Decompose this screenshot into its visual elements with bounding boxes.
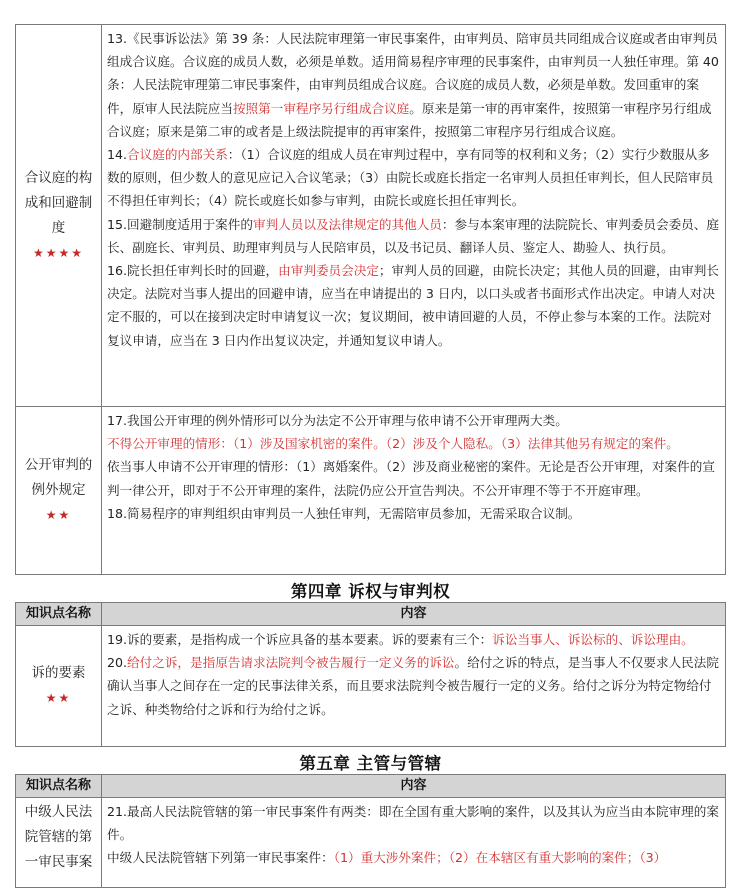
topic-cell: [16, 626, 102, 747]
column-header-content: 内容: [102, 603, 726, 626]
column-header-name: 知识点名称: [16, 603, 102, 626]
text-run: 中级人民法院管辖下列第一审民事案件：: [107, 850, 334, 866]
column-header-content: 内容: [102, 775, 726, 798]
text-run: 。原来是第一审的再审案件，按照第一审程序另行组成合议庭；原来是第二审的或者是上级法院提审的再审案件，按照第二审程序另行组成合议庭。: [107, 100, 712, 139]
content-paragraph: [107, 143, 721, 213]
knowledge-table-chapter5: [15, 774, 726, 888]
highlighted-text: 按照第一审程序另行组成合议庭: [232, 100, 410, 116]
highlighted-text: 诉讼当事人、诉讼标的、诉讼理由。: [492, 632, 694, 647]
text-run: ；审判人员的回避，由院长决定；其他人员的回避，由审判长决定。法院对当事人提出的回避申请，应当在申请提出的 3 日内，以口头或者书面形式作出决定。申请人对决定不服的，可以在接到决定时申请复议一次；复议期间，被申请回避的人员，不停止参与本案的工作。法院对复议申请，应当在 3 日内作出复议决定，并通知复议申请人。: [107, 263, 719, 348]
item-list: [107, 27, 721, 352]
knowledge-table-chapter4: [15, 602, 726, 747]
text-run: 15.回避制度适用于案件的: [107, 216, 253, 232]
highlighted-text: 审判人员以及法律规定的其他人员: [252, 216, 442, 232]
content-paragraph: [107, 432, 721, 455]
text-run: ：参与本案审理的法院院长、审判委员会委员、庭长、副庭长、审判员、助理审判员与人民陪审员，以及书记员、翻译人员、鉴定人、勘验人、执行员。: [107, 216, 719, 255]
highlighted-text: 合议庭的内部关系: [127, 147, 228, 163]
highlighted-text: （1）重大涉外案件；（2）在本辖区有重大影响的案件；（3）: [333, 850, 667, 866]
content-cell: [102, 25, 726, 407]
text-run: 17.我国公开审理的例外情形可以分为法定不公开审理与依申请不公开审理两大类。: [107, 413, 568, 428]
topic-name: 中级人民法院管辖的第一审民事案: [24, 804, 93, 870]
content-paragraph: [107, 651, 721, 721]
highlighted-text: 由审判委员会决定: [278, 263, 379, 279]
topic-name: 合议庭的构成和回避制度: [24, 169, 93, 236]
content-paragraph: [107, 27, 721, 143]
text-run: 21.最高人民法院管辖的第一审民事案件有两类：即在全国有重大影响的案件，以及其认为应当由本院审理的案件。: [107, 804, 719, 843]
item-list: [107, 628, 721, 721]
content-paragraph: [107, 502, 721, 525]
item-list: [107, 800, 721, 870]
text-run: 依当事人申请不公开审理的情形：（1）离婚案件。（2）涉及商业秘密的案件。无论是否公开审理，对案件的宣判一律公开，即对于不公开审理的案件，法院仍应公开宣告判决。不公开审理不等于不开庭审理。: [107, 459, 715, 498]
chapter-title: 第四章 诉权与审判权: [290, 582, 451, 601]
highlighted-text: 给付之诉，是指原告请求法院判令被告履行一定义务的诉讼: [127, 655, 455, 671]
text-run: 16.院长担任审判长时的回避，: [107, 263, 279, 279]
content-paragraph: [107, 213, 721, 259]
highlighted-text: 不得公开审理的情形：（1）涉及国家机密的案件。（2）涉及个人隐私。（3）法律其他另有规定的案件。: [107, 436, 679, 452]
content-paragraph: [107, 259, 721, 352]
content-cell: [102, 798, 726, 888]
text-run: 14.: [107, 147, 128, 163]
topic-cell: [16, 798, 102, 888]
topic-cell: [16, 407, 102, 575]
topic-cell: [16, 25, 102, 407]
topic-name: 诉的要素: [31, 665, 86, 681]
knowledge-table-chapter3: [15, 24, 726, 575]
content-cell: [102, 407, 726, 575]
content-paragraph: [107, 846, 721, 869]
content-paragraph: [107, 455, 721, 501]
table-row: [16, 25, 726, 407]
content-paragraph: [107, 628, 721, 651]
topic-name: 公开审判的例外规定: [24, 457, 93, 498]
table-row: [16, 798, 726, 888]
chapter-title: 第五章 主管与管辖: [299, 754, 442, 773]
table-header-row: [16, 603, 726, 626]
content-paragraph: [107, 800, 721, 846]
table-header-row: [16, 775, 726, 798]
content-paragraph: [107, 409, 721, 432]
text-run: ：（1）合议庭的组成人员在审判过程中，享有同等的权利和义务；（2）实行少数服从多数的原则，但少数人的意见应记入合议笔录；（3）由院长或庭长指定一名审判人员担任审判长，但人民陪审员不得担任审判长；（4）院长或庭长如参与审判，由院长或庭长担任审判长。: [107, 147, 714, 209]
importance-stars: ★★: [45, 691, 72, 705]
text-run: 19.诉的要素，是指构成一个诉应具备的基本要素。诉的要素有三个：: [107, 632, 493, 647]
column-header-name: 知识点名称: [16, 775, 102, 798]
text-run: 。给付之诉的特点，是当事人不仅要求人民法院确认当事人之间存在一定的民事法律关系，而且要求法院判令被告履行一定的义务。给付之诉分为特定物给付之诉、种类物给付之诉和行为给付之诉。: [107, 655, 719, 717]
text-run: 20.: [107, 655, 128, 671]
importance-stars: ★★★★: [32, 245, 85, 260]
text-run: 13.《民事诉讼法》第 39 条：人民法院审理第一审民事案件，由审判员、陪审员共同组成合议庭或者由审判员组成合议庭。合议庭的成员人数，必须是单数。适用简易程序审理的民事案件，由审判员一人独任审理。第 40 条：人民法院审理第二审民事案件，由审判员组成合议庭。合议庭的成员人数，必须是单数。发回重审的案件，原审人民法院应当: [107, 31, 719, 116]
importance-stars: ★★: [45, 508, 72, 522]
content-cell: [102, 626, 726, 747]
item-list: [107, 409, 721, 525]
text-run: 18.简易程序的审判组织由审判员一人独任审判，无需陪审员参加，无需采取合议制。: [107, 505, 581, 521]
table-row: [16, 626, 726, 747]
table-row: [16, 407, 726, 575]
